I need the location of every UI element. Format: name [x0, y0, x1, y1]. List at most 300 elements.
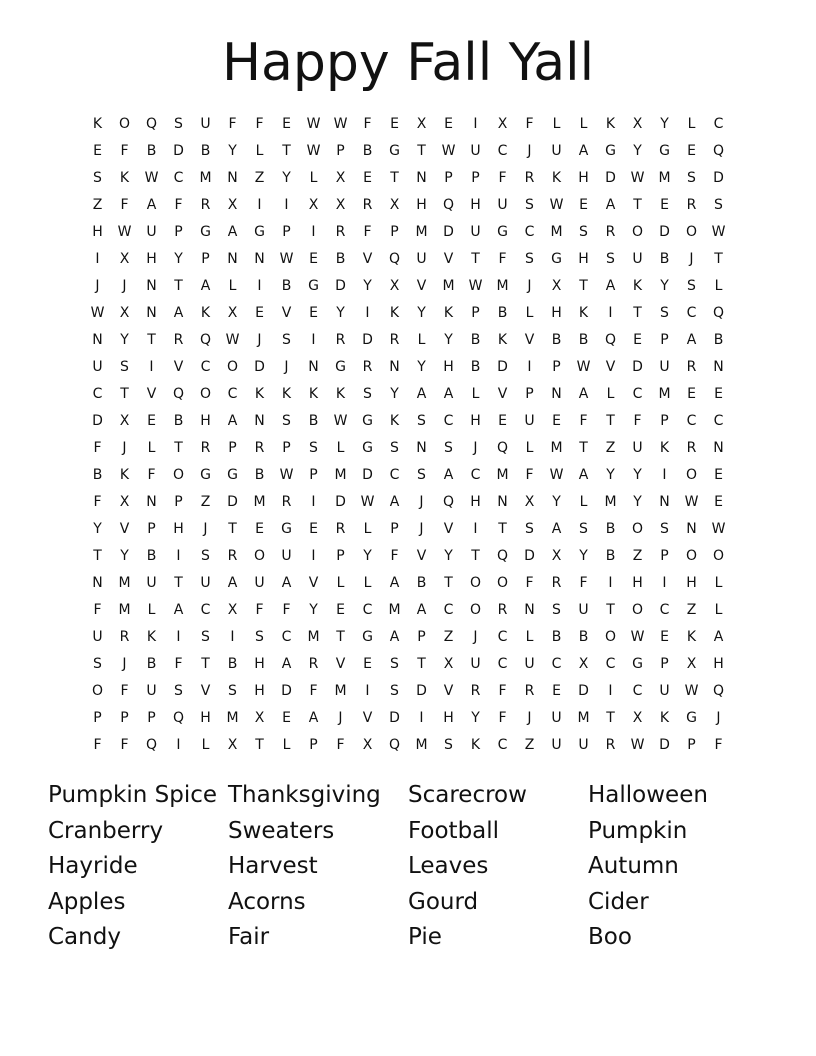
grid-letter: I	[608, 305, 613, 321]
grid-letter: W	[279, 467, 294, 483]
grid-letter: I	[608, 683, 613, 699]
grid-letter: P	[660, 656, 669, 672]
grid-letter: O	[253, 548, 266, 564]
grid-letter: S	[444, 440, 453, 456]
grid-letter: O	[469, 575, 482, 591]
grid-letter: J	[419, 494, 424, 510]
page-title: Happy Fall Yall	[221, 33, 595, 93]
grid-letter: Q	[388, 737, 401, 753]
grid-letter: M	[307, 629, 320, 645]
grid-letter: B	[227, 656, 238, 672]
grid-letter: O	[631, 602, 644, 618]
grid-letter: R	[119, 629, 130, 645]
grid-letter: N	[146, 494, 157, 510]
grid-letter: A	[227, 224, 238, 240]
grid-letter: H	[578, 170, 589, 186]
grid-letter: L	[714, 575, 723, 591]
grid-letter: B	[92, 467, 103, 483]
grid-letter: D	[659, 737, 670, 753]
grid-letter: D	[173, 143, 184, 159]
grid-letter: D	[281, 683, 292, 699]
grid-letter: C	[659, 602, 670, 618]
grid-letter: Y	[633, 494, 642, 510]
grid-letter: Z	[200, 494, 211, 510]
grid-letter: A	[389, 629, 400, 645]
grid-letter: P	[309, 737, 318, 753]
grid-letter: C	[713, 413, 724, 429]
grid-letter: S	[417, 467, 426, 483]
grid-letter: M	[118, 575, 131, 591]
grid-letter: X	[389, 197, 400, 213]
grid-letter: I	[527, 359, 532, 375]
word-list-item: Fair	[228, 924, 270, 950]
grid-letter: O	[118, 116, 131, 132]
grid-letter: X	[335, 170, 346, 186]
grid-letter: Q	[604, 332, 617, 348]
grid-letter: P	[525, 386, 534, 402]
grid-letter: K	[551, 170, 562, 186]
grid-letter: B	[713, 332, 724, 348]
grid-letter: H	[443, 359, 454, 375]
grid-letter: P	[471, 305, 480, 321]
grid-row	[84, 246, 732, 273]
grid-letter: U	[659, 683, 670, 699]
grid-row	[84, 219, 732, 246]
grid-letter: O	[172, 467, 185, 483]
word-list	[48, 778, 768, 956]
grid-letter: B	[416, 575, 427, 591]
grid-letter: U	[578, 602, 589, 618]
grid-letter: I	[473, 116, 478, 132]
grid-letter: I	[176, 737, 181, 753]
grid-letter: Y	[228, 143, 237, 159]
grid-letter: C	[605, 656, 616, 672]
grid-letter: U	[632, 440, 643, 456]
grid-letter: H	[632, 575, 643, 591]
grid-letter: H	[254, 683, 265, 699]
grid-letter: L	[417, 332, 426, 348]
grid-letter: R	[686, 197, 697, 213]
grid-row	[84, 435, 732, 462]
grid-row	[84, 300, 732, 327]
grid-letter: Q	[442, 197, 455, 213]
grid-row	[84, 489, 732, 516]
grid-letter: F	[120, 143, 129, 159]
grid-letter: R	[686, 440, 697, 456]
grid-letter: Q	[496, 548, 509, 564]
grid-letter: V	[443, 521, 454, 537]
grid-letter: Y	[363, 548, 372, 564]
grid-letter: R	[335, 224, 346, 240]
grid-letter: C	[686, 413, 697, 429]
grid-letter: F	[525, 116, 534, 132]
grid-letter: S	[390, 683, 399, 699]
word-list-item: Autumn	[588, 853, 679, 879]
grid-letter: C	[497, 737, 508, 753]
grid-letter: K	[659, 440, 670, 456]
grid-letter: J	[122, 656, 127, 672]
grid-letter: G	[632, 656, 643, 672]
grid-letter: U	[281, 548, 292, 564]
grid-letter: E	[714, 386, 723, 402]
grid-letter: N	[416, 170, 427, 186]
grid-letter: N	[389, 359, 400, 375]
grid-letter: L	[147, 602, 156, 618]
grid-letter: R	[470, 683, 481, 699]
grid-letter: C	[200, 359, 211, 375]
grid-letter: P	[390, 521, 399, 537]
grid-letter: R	[200, 440, 211, 456]
grid-letter: S	[579, 521, 588, 537]
grid-letter: W	[549, 467, 564, 483]
grid-letter: K	[92, 116, 103, 132]
grid-letter: E	[687, 386, 696, 402]
grid-letter: D	[416, 683, 427, 699]
grid-letter: U	[578, 737, 589, 753]
grid-letter: D	[227, 494, 238, 510]
grid-letter: G	[200, 467, 211, 483]
grid-letter: A	[389, 575, 400, 591]
grid-letter: T	[633, 305, 642, 321]
grid-letter: M	[496, 278, 509, 294]
grid-letter: F	[309, 683, 318, 699]
grid-row	[84, 273, 732, 300]
grid-letter: D	[335, 494, 346, 510]
grid-letter: P	[660, 413, 669, 429]
grid-letter: J	[203, 521, 208, 537]
grid-letter: X	[119, 494, 130, 510]
grid-letter: R	[524, 170, 535, 186]
grid-letter: V	[200, 683, 211, 699]
grid-letter: R	[335, 521, 346, 537]
grid-letter: P	[174, 224, 183, 240]
grid-letter: E	[552, 413, 561, 429]
grid-letter: Q	[712, 143, 725, 159]
grid-row	[84, 597, 732, 624]
grid-letter: A	[173, 305, 184, 321]
grid-letter: I	[311, 332, 316, 348]
grid-letter: W	[711, 521, 726, 537]
grid-letter: P	[147, 710, 156, 726]
grid-letter: V	[146, 386, 157, 402]
grid-letter: O	[226, 359, 239, 375]
grid-letter: J	[527, 710, 532, 726]
grid-letter: R	[686, 359, 697, 375]
grid-letter: N	[146, 305, 157, 321]
grid-letter: U	[146, 224, 157, 240]
grid-letter: C	[713, 116, 724, 132]
grid-letter: E	[336, 602, 345, 618]
word-list-item: Sweaters	[228, 817, 335, 844]
grid-letter: V	[416, 548, 427, 564]
grid-letter: Q	[145, 116, 158, 132]
grid-letter: G	[497, 224, 508, 240]
grid-letter: P	[444, 170, 453, 186]
grid-row	[84, 570, 732, 597]
grid-letter: E	[714, 494, 723, 510]
grid-letter: S	[714, 197, 723, 213]
grid-letter: H	[200, 710, 211, 726]
grid-letter: L	[606, 386, 615, 402]
grid-letter: W	[360, 494, 375, 510]
grid-letter: F	[525, 467, 534, 483]
grid-letter: Y	[174, 251, 183, 267]
grid-letter: P	[93, 710, 102, 726]
grid-letter: R	[254, 440, 265, 456]
grid-letter: J	[473, 629, 478, 645]
grid-letter: K	[470, 737, 481, 753]
grid-letter: S	[687, 278, 696, 294]
grid-letter: M	[415, 224, 428, 240]
word-list-item: Scarecrow	[408, 782, 527, 808]
grid-letter: T	[471, 251, 480, 267]
grid-letter: H	[200, 413, 211, 429]
grid-letter: E	[660, 197, 669, 213]
grid-letter: R	[524, 683, 535, 699]
grid-letter: L	[282, 737, 291, 753]
grid-letter: A	[308, 710, 319, 726]
grid-letter: E	[390, 116, 399, 132]
grid-letter: E	[552, 683, 561, 699]
grid-letter: S	[228, 683, 237, 699]
grid-letter: P	[687, 737, 696, 753]
grid-letter: M	[253, 494, 266, 510]
grid-letter: C	[632, 386, 643, 402]
grid-letter: D	[389, 710, 400, 726]
grid-letter: V	[443, 251, 454, 267]
grid-letter: S	[174, 116, 183, 132]
grid-letter: U	[254, 575, 265, 591]
grid-letter: T	[255, 737, 264, 753]
grid-letter: S	[363, 386, 372, 402]
grid-letter: Z	[254, 170, 265, 186]
grid-letter: W	[630, 629, 645, 645]
grid-letter: K	[119, 170, 130, 186]
grid-letter: X	[389, 278, 400, 294]
grid-letter: R	[227, 548, 238, 564]
word-list-item: Boo	[588, 924, 632, 950]
grid-letter: P	[660, 332, 669, 348]
grid-letter: X	[119, 413, 130, 429]
grid-letter: C	[281, 629, 292, 645]
grid-letter: C	[227, 386, 238, 402]
grid-letter: K	[578, 305, 589, 321]
grid-letter: B	[281, 278, 292, 294]
grid-letter: U	[470, 656, 481, 672]
grid-letter: K	[281, 386, 292, 402]
word-list-item: Football	[408, 817, 500, 844]
grid-letter: R	[605, 737, 616, 753]
grid-letter: R	[362, 359, 373, 375]
grid-letter: K	[497, 332, 508, 348]
grid-row	[84, 138, 732, 165]
grid-letter: T	[282, 143, 291, 159]
grid-letter: Y	[444, 548, 453, 564]
grid-row	[84, 462, 732, 489]
grid-letter: S	[525, 197, 534, 213]
grid-letter: Y	[417, 359, 426, 375]
grid-letter: C	[92, 386, 103, 402]
grid-letter: V	[362, 251, 373, 267]
grid-letter: C	[200, 602, 211, 618]
grid-letter: M	[226, 710, 239, 726]
grid-letter: A	[605, 197, 616, 213]
word-list-item: Acorns	[228, 888, 306, 915]
grid-letter: P	[336, 548, 345, 564]
grid-letter: O	[604, 629, 617, 645]
grid-row	[84, 381, 732, 408]
grid-letter: T	[471, 548, 480, 564]
grid-letter: M	[388, 602, 401, 618]
grid-letter: D	[335, 278, 346, 294]
grid-row	[84, 408, 732, 435]
grid-letter: W	[279, 251, 294, 267]
grid-letter: K	[632, 278, 643, 294]
grid-letter: T	[228, 521, 237, 537]
grid-letter: S	[282, 332, 291, 348]
grid-letter: T	[174, 575, 183, 591]
grid-letter: J	[419, 521, 424, 537]
grid-letter: U	[416, 251, 427, 267]
grid-letter: Z	[605, 440, 616, 456]
grid-letter: T	[606, 413, 615, 429]
grid-letter: K	[254, 386, 265, 402]
grid-letter: E	[255, 521, 264, 537]
grid-letter: S	[417, 413, 426, 429]
grid-letter: N	[524, 602, 535, 618]
grid-letter: P	[282, 224, 291, 240]
grid-letter: D	[524, 548, 535, 564]
grid-letter: Y	[552, 494, 561, 510]
grid-letter: E	[633, 332, 642, 348]
grid-letter: F	[498, 170, 507, 186]
grid-letter: B	[146, 656, 157, 672]
grid-letter: X	[524, 494, 535, 510]
grid-letter: P	[120, 710, 129, 726]
grid-letter: B	[497, 305, 508, 321]
grid-letter: A	[443, 386, 454, 402]
grid-letter: G	[362, 440, 373, 456]
grid-letter: M	[550, 440, 563, 456]
grid-letter: U	[551, 710, 562, 726]
grid-letter: J	[689, 251, 694, 267]
grid-letter: S	[120, 359, 129, 375]
grid-letter: Q	[172, 710, 185, 726]
grid-letter: J	[527, 143, 532, 159]
grid-letter: A	[713, 629, 724, 645]
grid-letter: J	[257, 332, 262, 348]
grid-letter: K	[335, 386, 346, 402]
grid-letter: C	[443, 413, 454, 429]
word-list-item: Pumpkin Spice	[48, 782, 218, 808]
grid-letter: B	[335, 251, 346, 267]
grid-letter: F	[120, 197, 129, 213]
grid-letter: C	[362, 602, 373, 618]
grid-letter: H	[173, 521, 184, 537]
grid-letter: X	[632, 710, 643, 726]
grid-letter: F	[579, 413, 588, 429]
word-list-item: Harvest	[228, 853, 318, 879]
grid-letter: B	[470, 359, 481, 375]
grid-letter: J	[473, 440, 478, 456]
grid-letter: U	[200, 575, 211, 591]
grid-letter: T	[174, 440, 183, 456]
word-list-item: Apples	[48, 888, 126, 915]
grid-letter: U	[470, 143, 481, 159]
word-list-item: Candy	[48, 924, 121, 950]
grid-letter: T	[714, 251, 723, 267]
grid-letter: F	[93, 494, 102, 510]
grid-letter: S	[93, 656, 102, 672]
grid-letter: S	[579, 224, 588, 240]
grid-letter: B	[551, 629, 562, 645]
grid-letter: Y	[336, 305, 345, 321]
grid-letter: V	[443, 683, 454, 699]
grid-letter: L	[363, 521, 372, 537]
grid-row	[84, 651, 732, 678]
grid-letter: S	[390, 656, 399, 672]
grid-letter: S	[444, 737, 453, 753]
grid-letter: W	[306, 116, 321, 132]
grid-letter: E	[309, 521, 318, 537]
grid-letter: Y	[633, 143, 642, 159]
grid-letter: S	[606, 251, 615, 267]
grid-letter: A	[227, 575, 238, 591]
grid-letter: K	[200, 305, 211, 321]
grid-letter: F	[93, 602, 102, 618]
grid-letter: U	[524, 413, 535, 429]
grid-letter: E	[444, 116, 453, 132]
grid-letter: A	[281, 575, 292, 591]
grid-letter: G	[335, 359, 346, 375]
grid-letter: I	[257, 278, 262, 294]
grid-letter: W	[333, 116, 348, 132]
grid-letter: R	[389, 332, 400, 348]
grid-letter: S	[309, 440, 318, 456]
grid-letter: M	[658, 386, 671, 402]
grid-letter: W	[684, 683, 699, 699]
grid-letter: K	[389, 413, 400, 429]
grid-letter: N	[227, 170, 238, 186]
grid-letter: Y	[417, 305, 426, 321]
letter-grid	[84, 111, 732, 759]
grid-letter: F	[363, 116, 372, 132]
grid-letter: O	[685, 548, 698, 564]
grid-letter: S	[660, 305, 669, 321]
grid-letter: D	[578, 683, 589, 699]
grid-letter: M	[550, 224, 563, 240]
grid-letter: E	[579, 197, 588, 213]
grid-letter: Q	[172, 386, 185, 402]
grid-letter: T	[147, 332, 156, 348]
grid-letter: D	[92, 413, 103, 429]
grid-letter: X	[254, 710, 265, 726]
grid-row	[84, 678, 732, 705]
grid-letter: A	[146, 197, 157, 213]
grid-letter: I	[176, 629, 181, 645]
grid-letter: G	[308, 278, 319, 294]
grid-letter: Q	[442, 494, 455, 510]
grid-letter: B	[578, 332, 589, 348]
grid-letter: N	[227, 251, 238, 267]
word-list-item: Pie	[408, 924, 442, 950]
grid-row	[84, 543, 732, 570]
grid-letter: V	[416, 278, 427, 294]
grid-letter: C	[551, 656, 562, 672]
grid-letter: G	[362, 413, 373, 429]
grid-letter: T	[390, 170, 399, 186]
grid-letter: M	[442, 278, 455, 294]
